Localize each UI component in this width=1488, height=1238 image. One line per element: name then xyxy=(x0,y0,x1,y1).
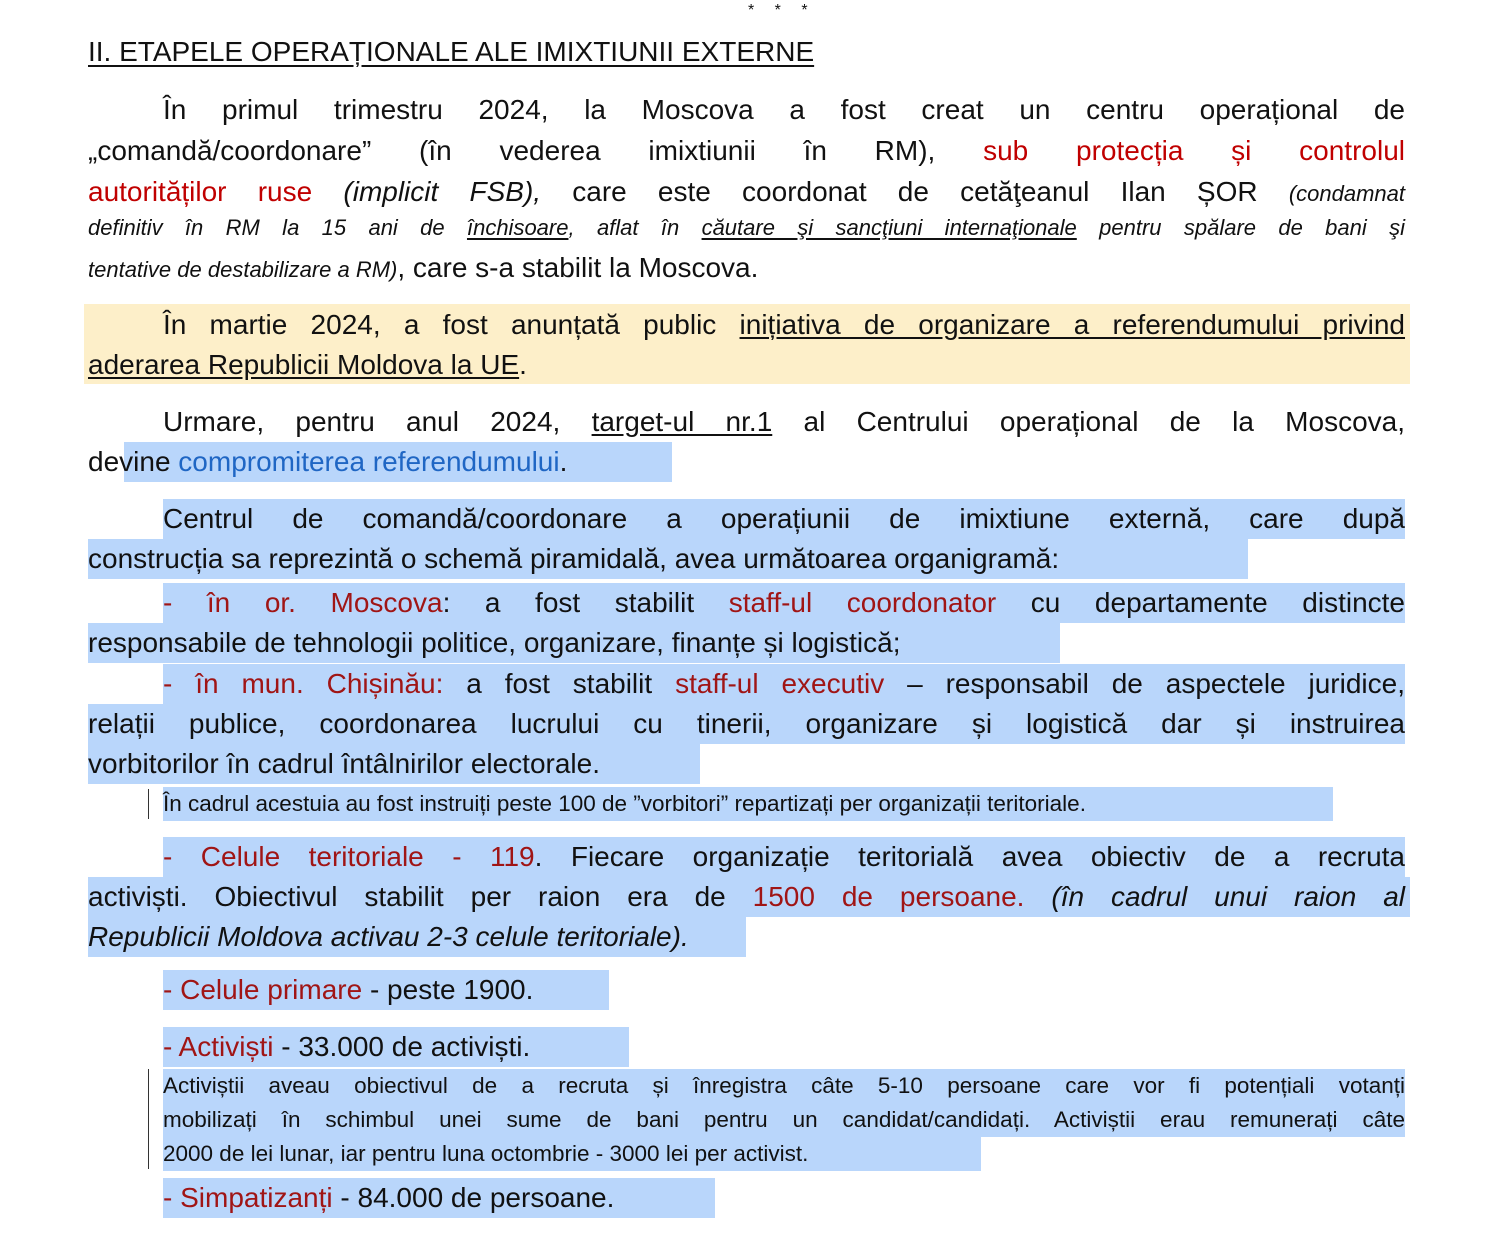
p1-italic-fsb: (implicit FSB), xyxy=(312,176,542,207)
p1-line-4 xyxy=(88,211,1405,245)
p8-value: - peste 1900. xyxy=(362,974,534,1005)
p1-note-end: tentative de destabilizare a RM) xyxy=(88,257,398,282)
p5-line-2: responsabile de tehnologii politice, organizare, finanțe și logistică; xyxy=(88,627,901,658)
p2-underlined: inițiativa de organizare a referendumului privind xyxy=(739,309,1406,340)
p6-chisinau: - în mun. Chișinău: xyxy=(163,668,444,699)
p2-line-2 xyxy=(88,345,1405,385)
note-2-line-2: mobilizați în schimbul unei sume de bani pentru un candidat/candidați. Activiștii erau remunerați câte xyxy=(163,1107,1405,1132)
p5-text: : a fost stabilit xyxy=(442,587,729,618)
p7-italic: (în cadrul unui raion al xyxy=(1024,881,1405,912)
p8-label: - Celule primare xyxy=(163,974,363,1005)
p7-line-2 xyxy=(88,877,1405,917)
separator-stars: * * * xyxy=(748,2,816,19)
p1-line-1: În primul trimestru 2024, la Moscova a fost creat un centru operațional de xyxy=(163,94,1405,125)
p10-value: - 84.000 de persoane. xyxy=(332,1182,615,1213)
p5-line-1 xyxy=(163,583,1405,623)
p3-text-3: devine xyxy=(88,446,179,477)
p3-line-2 xyxy=(88,442,1405,482)
p3-text-2: al Centrului operațional de la Moscova, xyxy=(772,406,1405,437)
p1-line-3 xyxy=(88,172,1405,212)
p1-note-underlined-2: căutare şi sancţiuni internaţionale xyxy=(701,215,1077,240)
p3-period: . xyxy=(559,446,568,477)
p1-text: „comandă/coordonare” (în vederea imixtiunii în RM), xyxy=(88,135,984,166)
p1-text-2: care este coordonat de cetăţeanul Ilan ȘOR xyxy=(541,176,1289,207)
p7-line-1 xyxy=(163,837,1405,877)
p1-line-2 xyxy=(88,131,1405,171)
p6-line-2: relații publice, coordonarea lucrului cu tinerii, organizare și logistică dar și instruirea xyxy=(88,708,1405,739)
p5-moscova: - în or. Moscova xyxy=(163,587,443,618)
p8-line xyxy=(163,970,1405,1010)
p3-target: target-ul nr.1 xyxy=(591,406,773,437)
p7-1500: 1500 de persoane. xyxy=(752,881,1025,912)
p1-note-underlined: închisoare xyxy=(466,215,569,240)
p1-text-end: , care s-a stabilit la Moscova. xyxy=(397,252,759,283)
p4-line-1: Centrul de comandă/coordonare a operațiunii de imixtiune externă, care după xyxy=(163,503,1405,534)
p5-staff: staff-ul coordonator xyxy=(728,587,997,618)
p6-text-2: – responsabil de aspectele juridice, xyxy=(884,668,1405,699)
section-heading: II. ETAPELE OPERAȚIONALE ALE IMIXTIUNII EXTERNE xyxy=(88,36,815,67)
p6-line-3: vorbitorilor în cadrul întâlnirilor electorale. xyxy=(88,748,600,779)
p9-label: - Activiști xyxy=(163,1031,274,1062)
p4-line-2: construcția sa reprezintă o schemă piramidală, avea următoarea organigramă: xyxy=(88,543,1060,574)
p1-italic-note: (condamnat xyxy=(1288,181,1405,206)
p6-staff: staff-ul executiv xyxy=(675,668,885,699)
p2-underlined-2: aderarea Republicii Moldova la UE xyxy=(88,349,520,380)
p10-line xyxy=(163,1178,1405,1218)
p3-text: Urmare, pentru anul 2024, xyxy=(163,406,592,437)
change-bar-2 xyxy=(148,1069,149,1169)
p1-red-text: sub protecția și controlul xyxy=(983,135,1405,166)
note-1: În cadrul acestuia au fost instruiți peste 100 de ”vorbitori” repartizați per organizații teritoriale. xyxy=(163,791,1086,816)
p9-line xyxy=(163,1027,1405,1067)
p1-red-text-2: autorităților ruse xyxy=(88,176,313,207)
p9-value: - 33.000 de activiști. xyxy=(273,1031,531,1062)
note-2-line-1: Activiștii aveau obiectivul de a recruta și înregistra câte 5-10 persoane care vor fi potențiali votanți xyxy=(163,1073,1405,1098)
p5-text-2: cu departamente distincte xyxy=(996,587,1406,618)
p7-text: . Fiecare organizație teritorială avea obiectiv de a recruta xyxy=(534,841,1405,872)
p2-text: În martie 2024, a fost anunțată public xyxy=(163,309,740,340)
p1-line-5 xyxy=(88,248,1405,288)
note-2-line-3: 2000 de lei lunar, iar pentru luna octombrie - 3000 lei per activist. xyxy=(163,1141,809,1166)
p1-note-text-3: pentru spălare de bani şi xyxy=(1076,215,1405,240)
change-bar-1 xyxy=(148,789,149,819)
p7-text-2: activiști. Obiectivul stabilit per raion era de xyxy=(88,881,753,912)
p10-label: - Simpatizanți xyxy=(163,1182,333,1213)
p6-line-1 xyxy=(163,664,1405,704)
p7-line-3: Republicii Moldova activau 2-3 celule teritoriale). xyxy=(88,921,689,952)
p2-period: . xyxy=(519,349,527,380)
p1-note-text-2: , aflat în xyxy=(568,215,702,240)
p7-celule: - Celule teritoriale - 119 xyxy=(163,841,535,872)
p6-text: a fost stabilit xyxy=(443,668,676,699)
p1-note-text: definitiv în RM la 15 ani de xyxy=(88,215,467,240)
p3-blue-text: compromiterea referendumului xyxy=(178,446,560,477)
p3-line-1 xyxy=(163,402,1405,442)
p2-line-1 xyxy=(163,305,1405,345)
